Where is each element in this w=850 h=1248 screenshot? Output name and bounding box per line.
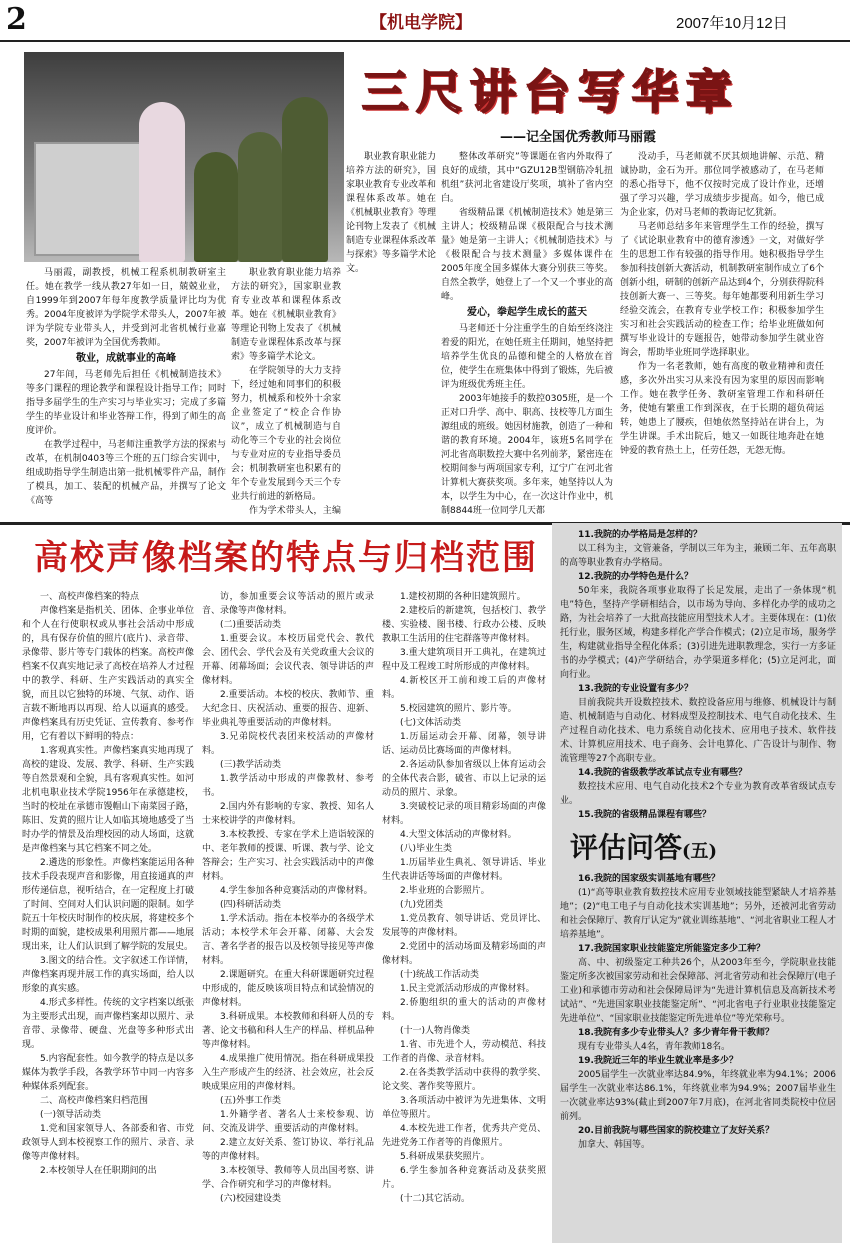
faq-headline [570,826,717,866]
student-figure [194,152,238,262]
newspaper-name: 【机电学院】 [370,13,472,33]
faq-title: 评估问答 [570,831,683,864]
issue-date: 2007年10月12日 [676,15,788,32]
page-number: 2 [6,2,27,37]
archive-column-2: 访，参加重要会议等活动的照片或录音、录像等声像材料。 (二)重要活动类 1.重要会议。本校历届党代会、教代会、团代会、学代会及有关党政重大会议的开幕、闭幕场面；会议代表、领导讲话的声像材料。 2.重要活动。本校的校庆、教师节、重大纪念日、庆祝活动、重要的报告、迎新、毕业典礼等重要活动的声像材料。 3.兄弟院校代表团来校活动的声像材料。 (三)教学活动类 1.教学活动中形成的声像教材、参考书。 2.国内外有影响的专家、教授、知名人士来校讲学的声像材料。 3.本校教授、专家在学术上造诣较深的中、老年教师的授课、听课、教与学、论文答辩会；生产实习、社会实践活动中的声像材料。 4.学生参加各种竞赛活动的声像材料。 (四)科研活动类 1.学术活动。指在本校举办的各级学术活动；本校学术年会开幕、闭幕、大会发言、著名学者的报告以及校领导接见等声像材料。 2.课题研究。在重大科研课题研究过程中形成的，能反映该项目特点和试验情况的声像材料。 3.科研成果。本校教师和科研人员的专著、论文书稿和科人生产的样品、样机品种等声像材料。 4.成果推广使用情况。指在科研成果投入生产形成产生的经济、社会效应，社会反映成果应用的声像材料。 (五)外事工作类 1.外籍学者、著名人士来校参观、访问、交流及讲学、重要活动的声像材料。 2.建立友好关系、签订协议、举行礼品等的声像材料。 3.本校领导、教师等人员出国考察、讲学、合作研究和学习的声像材料。 (六)校园建设类 [202,592,374,1204]
feature-subheadline: ——记全国优秀教师马丽霞 [500,130,657,145]
teacher-photo [24,52,344,262]
student-figure [282,97,328,262]
archive-headline: 高校声像档案的特点与归档范围 [34,538,538,578]
faq-column: 16.我院的国家级实训基地有哪些？ (1)“高等职业教育数控技术应用专业领域技能型紧缺人才培养基地”；(2)“电工电子与自动化技术实训基地”；另外，还被河北省劳动和社会保障厅、教育厅认定为“就业训练基地”、“河北省职业工程人才培养基地”。 17.我院国家职业技能鉴定所能鉴定多少工种？ 高、中、初级鉴定工种共26个，从2003年至今，学院职业技能鉴定所多次被国家劳动和社会保障部、河北省劳动和社会保障厅(电子工业)和承德市劳动和社会保障局评为“先进计算机信息及高新技术考试站”、“先进国家职业技能鉴定所”、“河北省电子行业职业技能鉴定先进单位”、“国家职业技能鉴定所先进单位”等光荣称号。 18.我院有多少专业带头人？多少青年骨干教师？ 现有专业带头人4名，青年教师18名。 19.我院近三年的毕业生就业率是多少？ 2005届学生一次就业率达84.9%，年终就业率为94.1%；2006届学生一次就业率达86.1%，年终就业率为94.9%；2007届毕业生一次就业率达93%(截止到2007年7月底)，在河北省同类院校中位居前列。 20.目前我院与哪些国家的院校建立了友好关系？ 加拿大、韩国等。 [560,874,836,1150]
archive-column-1: 一、高校声像档案的特点 声像档案是指机关、团体、企事业单位和个人在行使职权或从事社会活动中形成的，具有保存价值的照片(底片)、录音带、录像带、影片等专门载体的档案。高校声像档案不仅真实地记录了高校在培养人才过程中的教学、科研、生产实践活动的真实全貌，而且以它独特的环境、气氛、动作、语言载不断地再以再现、给人以逼真的感受。声像档案具有历史凭证、宣传教育、参考作用，它有着以下鲜明的特点： 1.客观真实性。声像档案真实地再现了高校的建设、发展、教学、科研、生产实践等自然景观和全貌，具有客观真实性。如河北机电职业技术学院1956年在承德建校，当时的校址在承德市馒帽山下南菜园子路，陈旧、发黄的照片让人如临其境地感受了当时办学的情景及治理校园的动人场面，这就是声像档案与其它档案不同之处。 2.遴选的形象性。声像档案能运用各种技术手段表现声音和影像，用直接通真的声形传递信息，视听结合，在一定程度上打破了时间、空间对人们认识问题的限制。如学院五十年校庆时制作的校庆展，将建校多个时期的面貌，建校成果利用照片都——地展现出来，让人们认识到了解学院的发展史。 3.图文的结合性。文字叙述工作详情，声像档案再现并展工作的真实场面，给人以形象的真实感。 4.形式多样性。传统的文字档案以纸张为主要形式出现，而声像档案却以照片、录音带、录像带、硬盘、光盘等多种形式出现。 5.内容配套性。如今教学的特点是以多媒体为教学手段，各教学环节中同一内容多种媒体系列配套。 二、高校声像档案归档范围 (一)领导活动类 1.党和国家领导人、各部委和省、市党政领导人到本校视察工作的照片、录音、录像等声像材料。 2.本校领导人在任职期间的出 [22,592,194,1176]
faq-issue-number: (五) [682,841,718,862]
feature-column-3: 整体改革研究”等课题在省内外取得了良好的成绩，其中“GZU12B型钢筋冷轧扭机组”获河北省建设厅奖项，填补了省内空白。 省级精品课《机械制造技术》她是第三主讲人；校级精品课《极限配合与技术测量》她是第一主讲人；《机械制造技术》与《极限配合与技术测量》多媒体课件在2005年度全国多媒体大赛分别获三等奖。自然全教学，她登上了一个又一个事业的高峰。 爱心，拳起学生成长的蓝天 马老师还十分注重学生的自始至终浇注着爱的阳光，在她任班主任期间，她坚持把培养学生优良的品德和健全的人格放在首位，使学生在班集体中得到了锻炼，先后被评为班级优秀班主任。 2003年她接手的数控0305班，是一个正对口升学、高中、职高、技校等几方面生源组成的班级。她因材施教，创造了一种和谐的教育环境。2004年，该班5名同学在河北省高职数控大赛中名列前茅，紧密连在校期间参与两项国家专利，辽宁广在河北省计算机大赛获奖项。多年来，她坚持以人为本，以学生为中心，在一次这计作业中，机制8844班一位同学几天都 [441,152,613,516]
page-header [0,0,850,42]
feature-column-2b: 职业教育职业能力培养方法的研究》，国家职业教育专业改革和课程体系改革。她在《机械职业教育》等理论刊物上发表了《机械制造专业课程体系改革与探索》等多篇学术论文。 [346,152,436,274]
teacher-figure [139,102,185,262]
feature-headline: 三尺讲台写华章 [362,65,740,119]
feature-column-1: 马丽霞，副教授，机械工程系机制教研室主任。她在教学一线从教27年如一日，兢兢业业，自1999年到2007年每年度教学质量评比均为优秀。2004年度被评为学院学术带头人，2007年被评为学院专业带头人，并受到河北省机械行业嘉奖，2007年被评为全国优秀教师。 敬业，成就事业的高峰 27年间，马老师先后担任《机械制造技术》等多门课程的理论教学和课程设计指导工作；同时指导多届学生的生产实习与毕业实习；完成了多篇学生的毕业设计和毕业答辩工作，得到了师生的高度评价。 在教学过程中，马老师注重教学方法的探索与改革，在机制0403等三个班的五门综合实训中，组成助指导学生制造出第一批机械零件产品，制作了模具，加工、装配的机械产品，并撰写了论文《高等 [26,268,226,506]
archive-column-3: 1.建校初期的各种旧建筑照片。 2.建校后的新建筑，包括校门、教学楼、实验楼、图书楼、行政办公楼、反映教职工生活用的住宅群落等声像材料。 3.重大建筑项目开工典礼，在建筑过程中及工程竣工时所形成的声像材料。 4.新校区开工前和竣工后的声像材料。 5.校园建筑的照片、影片等。 (七)文体活动类 1.历届运动会开幕、闭幕，领导讲话、运动员比赛场面的声像材料。 2.各运动队参加省级以上体育运动会的全体代表合影，破省、市以上记录的运动员的照片、录象。 3.突破校记录的项目精彩场面的声像材料。 4.大型文体活动的声像材料。 (八)毕业生类 1.历届毕业生典礼、领导讲话、毕业生代表讲话等场面的声像材料。 2.毕业班的合影照片。 (九)党团类 1.党员教育、领导讲话、党员评比、发展等的声像材料。 2.党团中的活动场面及精彩场面的声像材料。 (十)统战工作活动类 1.民主党派活动形成的声像材料。 2.侨胞组织的重大的活动的声像材料。 (十一)人物肖像类 1.省、市先进个人，劳动模范、科技工作者的肖像、录音材料。 2.在各类教学活动中获得的教学奖、论文奖、著作奖等照片。 3.各项活动中被评为先进集体、文明单位等照片。 4.本校先进工作者，优秀共产党员、先进党务工作者等的肖像照片。 5.科研成果获奖照片。 6.学生参加各种竞赛活动及获奖照片。 (十二)其它活动。 [382,592,546,1204]
feature-column-2a: 职业教育职业能力培养方法的研究》，国家职业教育专业改革和课程体系改革。她在《机械职业教育》等理论刊物上发表了《机械制造专业课程体系改革与探索》等多篇学术论文。 在学院领导的大力支持下，经过她和同事们的积极努力，机械系和校外十余家企业签定了“校企合作协议”，成立了机械制造与自动化等三个专业的社会岗位与专业对应的专业指导委员会；机制教研室也积累有的年个专业发展到今天三个专业共行前进的新格局。 作为学术带头人，主编 [231,268,341,516]
qa-top-column: 11.我院的办学格局是怎样的？ 以工科为主，文管兼备，学制以三年为主，兼顾二年、五年高职的高等职业教育办学格局。 12.我院的办学特色是什么？ 50年来，我院各项事业取得了长足发展，走出了一条体现“机电”特色，坚持产学研相结合，以市场为导向、多样化办学的成功之路，为社会培养了一大批高技能应用型技术人才。主要体现在：(1)依托行业，服务区域，构建多样化产学合作模式；(2)立足市场，服务学生，构建就业指导全程化体系；(3)引进先进职教理念，实行一方多证书的办学模式；(4)产学研结合，办学渠道多样化；(5)立足河北，面向行业。 13.我院的专业设置有多少？ 目前我院共开设数控技术、数控设备应用与维修、机械设计与制造、机械制造与自动化、材料成型及控制技术、电气自动化技术、生产过程自动化技术、电力系统自动化技术、应用电子技术、软件技术、计算机应用技术、电子商务、会计电算化、广告设计与制作、物流管理等27个高职专业。 14.我院的省级教学改革试点专业有哪些？ 数控技术应用、电气自动化技术2个专业为教育改革省级试点专业。 15.我院的省级精品课程有哪些？ [560,530,836,820]
student-figure [238,132,282,262]
feature-column-4: 没动手，马老师就不厌其烦地讲解、示范、精诚协助，金石为开。那位同学被感动了，在马老师的悉心指导下，他不仅按时完成了设计作业，还增强了学习兴趣，学习成绩步步提高。如今，他已成为企业家，仍对马老师的教诲记忆犹新。 马老师总结多年来管理学生工作的经验，撰写了《试论职业教育中的德育渗透》一文，对做好学生的思想工作有较强的指导作用。她积极指导学生参加科技创新大赛活动，机制教研室制作成立了6个创新小组，研制的创新产品达到4个，分别获得院科技创新大赛一、三等奖。每年她都要利用新生学习经验交流会，在教育专业学校工作；积极参加学生实习和社会实践活动的检查工作；给毕业班做如何撰写毕业设计的专题报告，她带动参加学生就业咨询会，帮助毕业班同学选择职业。 作为一名老教师，她有高度的敬业精神和责任感，多次外出实习从来没有因为家里的原因而影响工作。她在教学任务、教研室管理工作和科研任务，使她有繁重工作到深夜，在于长期的超负荷运转，她患上了腰疾，但她依然坚持站在讲台上，为学生讲课。手术出院后，她又一如既往地奔赴在她钟爱的教育热土上，任劳任怨，无怨无悔。 [620,152,824,456]
